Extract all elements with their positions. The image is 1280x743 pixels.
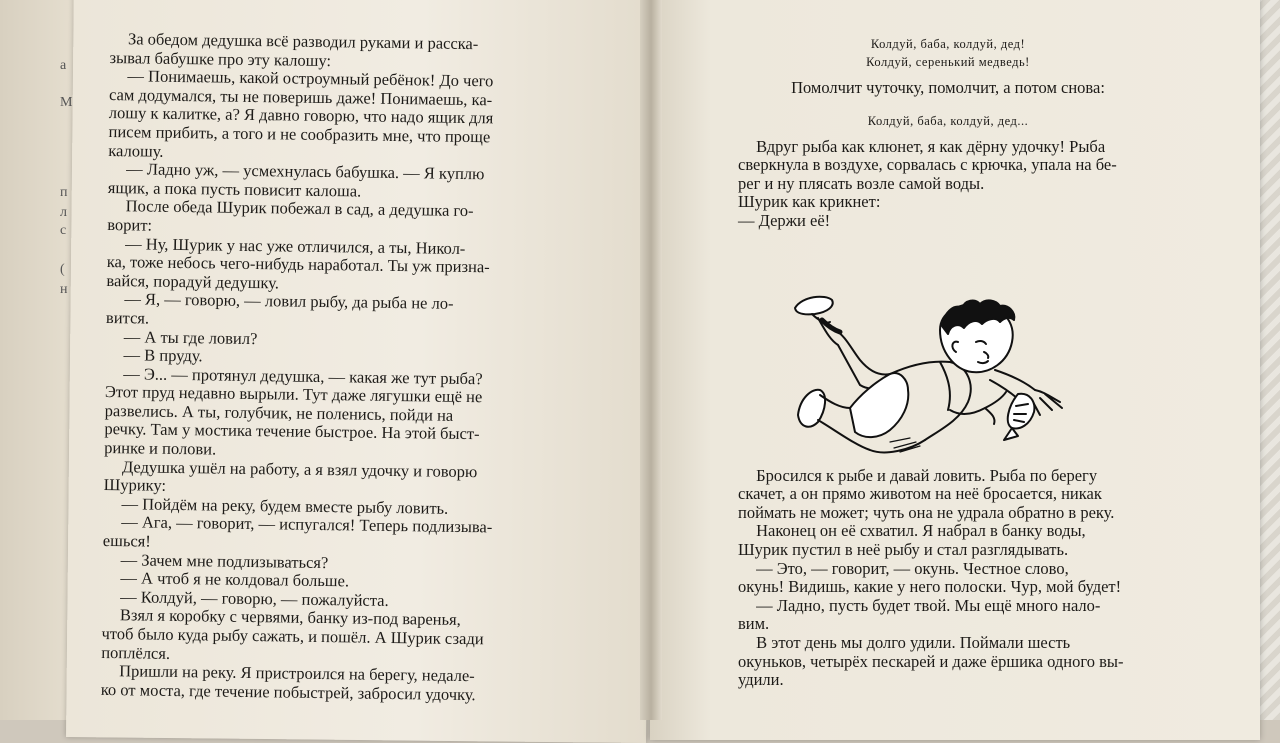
text-line: окунь! Видишь, какие у него полоски. Чур, мой будет! [738, 577, 1122, 597]
text-line: вится. [105, 307, 150, 328]
text-line: — Ну, Шурик у нас уже отличился, а ты, Никол- [125, 233, 466, 258]
text-line: скачет, а он прямо животом на неё бросается, никак [738, 484, 1102, 504]
text-line: зывал бабушке про эту калошу: [109, 47, 332, 70]
text-line: — Пойдём на реку, будем вместе рыбу ловить. [121, 494, 449, 518]
paragraph-block-1 [738, 138, 1158, 231]
text-line: — Э... — протянул дедушка, — какая же тут рыба? [123, 363, 483, 388]
text-line: окуньков, четырёх пескарей и даже ёршика одного вы- [738, 651, 1124, 671]
text-line: ко от моста, где течение побыстрей, забросил удочку. [100, 679, 476, 704]
text-line: Шурик как крикнет: [738, 192, 881, 212]
text-line: речку. Там у мостика течение быстрое. На этой быст- [104, 419, 480, 444]
left-page-text [101, 30, 600, 706]
text-line: вим. [738, 614, 770, 634]
text-line: — Это, — говорит, — окунь. Честное слово, [756, 558, 1069, 578]
margin-fragment: п [60, 185, 68, 200]
text-line: Вдруг рыба как клюнет, я как дёрну удочку! Рыба [756, 136, 1106, 156]
margin-fragment: М [60, 95, 73, 110]
text-line: — А ты где ловил? [123, 326, 258, 348]
text-line: Дедушка ушёл на работу, а я взял удочку и говорю [121, 456, 478, 481]
text-line: чтоб было куда рыбу сажать, и пошёл. А Шурик сзади [101, 623, 484, 649]
text-line: — В пруду. [123, 345, 203, 366]
text-line: калошу. [108, 140, 164, 161]
text-line: ворит: [107, 214, 153, 235]
text-line: ящик, а пока пусть повисит калоша. [107, 177, 362, 201]
text-line: — Ага, — говорит, — испугался! Теперь подлизыва- [121, 512, 493, 537]
verse-line: Колдуй, баба, колдуй, дед... [867, 113, 1029, 128]
text-line: Взял я коробку с червями, банку из-под варенья, [119, 605, 461, 630]
text-line: поймать не может; чуть она не удрала обратно в реку. [738, 502, 1115, 522]
margin-fragment: н [60, 282, 68, 297]
book-spine [640, 0, 662, 720]
text-line: рег и ну плясать возле самой воды. [738, 173, 985, 193]
text-line: Наконец он её схватил. Я набрал в банку воды, [756, 521, 1086, 541]
text-line: После обеда Шурик побежал в сад, а дедушка го- [125, 196, 474, 221]
margin-fragment: а [60, 58, 67, 73]
text-line: — Держи её! [738, 210, 831, 230]
text-line: Этот пруд недавно вырыли. Тут даже лягушки ещё не [104, 382, 483, 407]
text-line: — А чтоб я не колдовал больше. [120, 568, 350, 591]
text-line: поплёлся. [101, 642, 171, 663]
text-line: — Ладно, пусть будет твой. Мы ещё много нало- [756, 595, 1101, 615]
paragraph-block-2 [738, 467, 1158, 690]
text-line: развелись. А ты, голубчик, не поленись, пойди на [104, 400, 454, 425]
text-line: писем прибить, а того и не сообразить мне, что проще [108, 121, 491, 147]
verse-line: Колдуй, баба, колдуй, дед! [870, 37, 1026, 51]
text-line: сам додумался, ты не поверишь даже! Понимаешь, ка- [108, 84, 493, 110]
text-line: вайся, порадуй дедушку. [106, 270, 280, 293]
boy-leaping-for-fish-illustration [790, 290, 1075, 465]
text-line: сверкнула в воздухе, сорвалась с крючка, упала на бе- [738, 155, 1117, 175]
text-line: удили. [738, 670, 784, 690]
text-line: — Колдуй, — говорю, — пожалуйста. [120, 587, 389, 610]
text-line: Бросился к рыбе и давай ловить. Рыба по берегу [756, 465, 1098, 485]
text-line: В этот день мы долго удили. Поймали шесть [756, 632, 1071, 652]
margin-fragment: л [60, 205, 67, 220]
text-line: лошу к калитке, а? Я давно говорю, что надо ящик для [108, 103, 494, 128]
margin-fragment: ( [60, 262, 65, 277]
text-line: — Ладно уж, — усмехнулась бабушка. — Я куплю [126, 159, 485, 184]
text-line: — Зачем мне подлизываться? [120, 549, 329, 572]
text-line: — Я, — говорю, — ловил рыбу, да рыба не ло- [124, 289, 454, 314]
text-line: — Понимаешь, какой остроумный ребёнок! До чего [127, 66, 494, 91]
text-line: Пришли на реку. Я пристроился на берегу, недале- [119, 661, 475, 686]
text-line: Шурику: [103, 475, 167, 496]
text-line: ешься! [102, 530, 151, 551]
margin-fragment: с [60, 223, 67, 238]
verse-line: Колдуй, серенький медведь! [866, 55, 1030, 69]
text-line: Шурик пустил в неё рыбу и стал разглядывать. [738, 539, 1069, 559]
narration-line: Помолчит чуточку, помолчит, а потом снова: [791, 78, 1105, 97]
text-line: ка, тоже небось чего-нибудь наработал. Ты уж призна- [106, 252, 490, 277]
text-line: За обедом дедушка всё разводил руками и расска- [127, 29, 479, 54]
text-line: ринке и полови. [104, 438, 217, 459]
